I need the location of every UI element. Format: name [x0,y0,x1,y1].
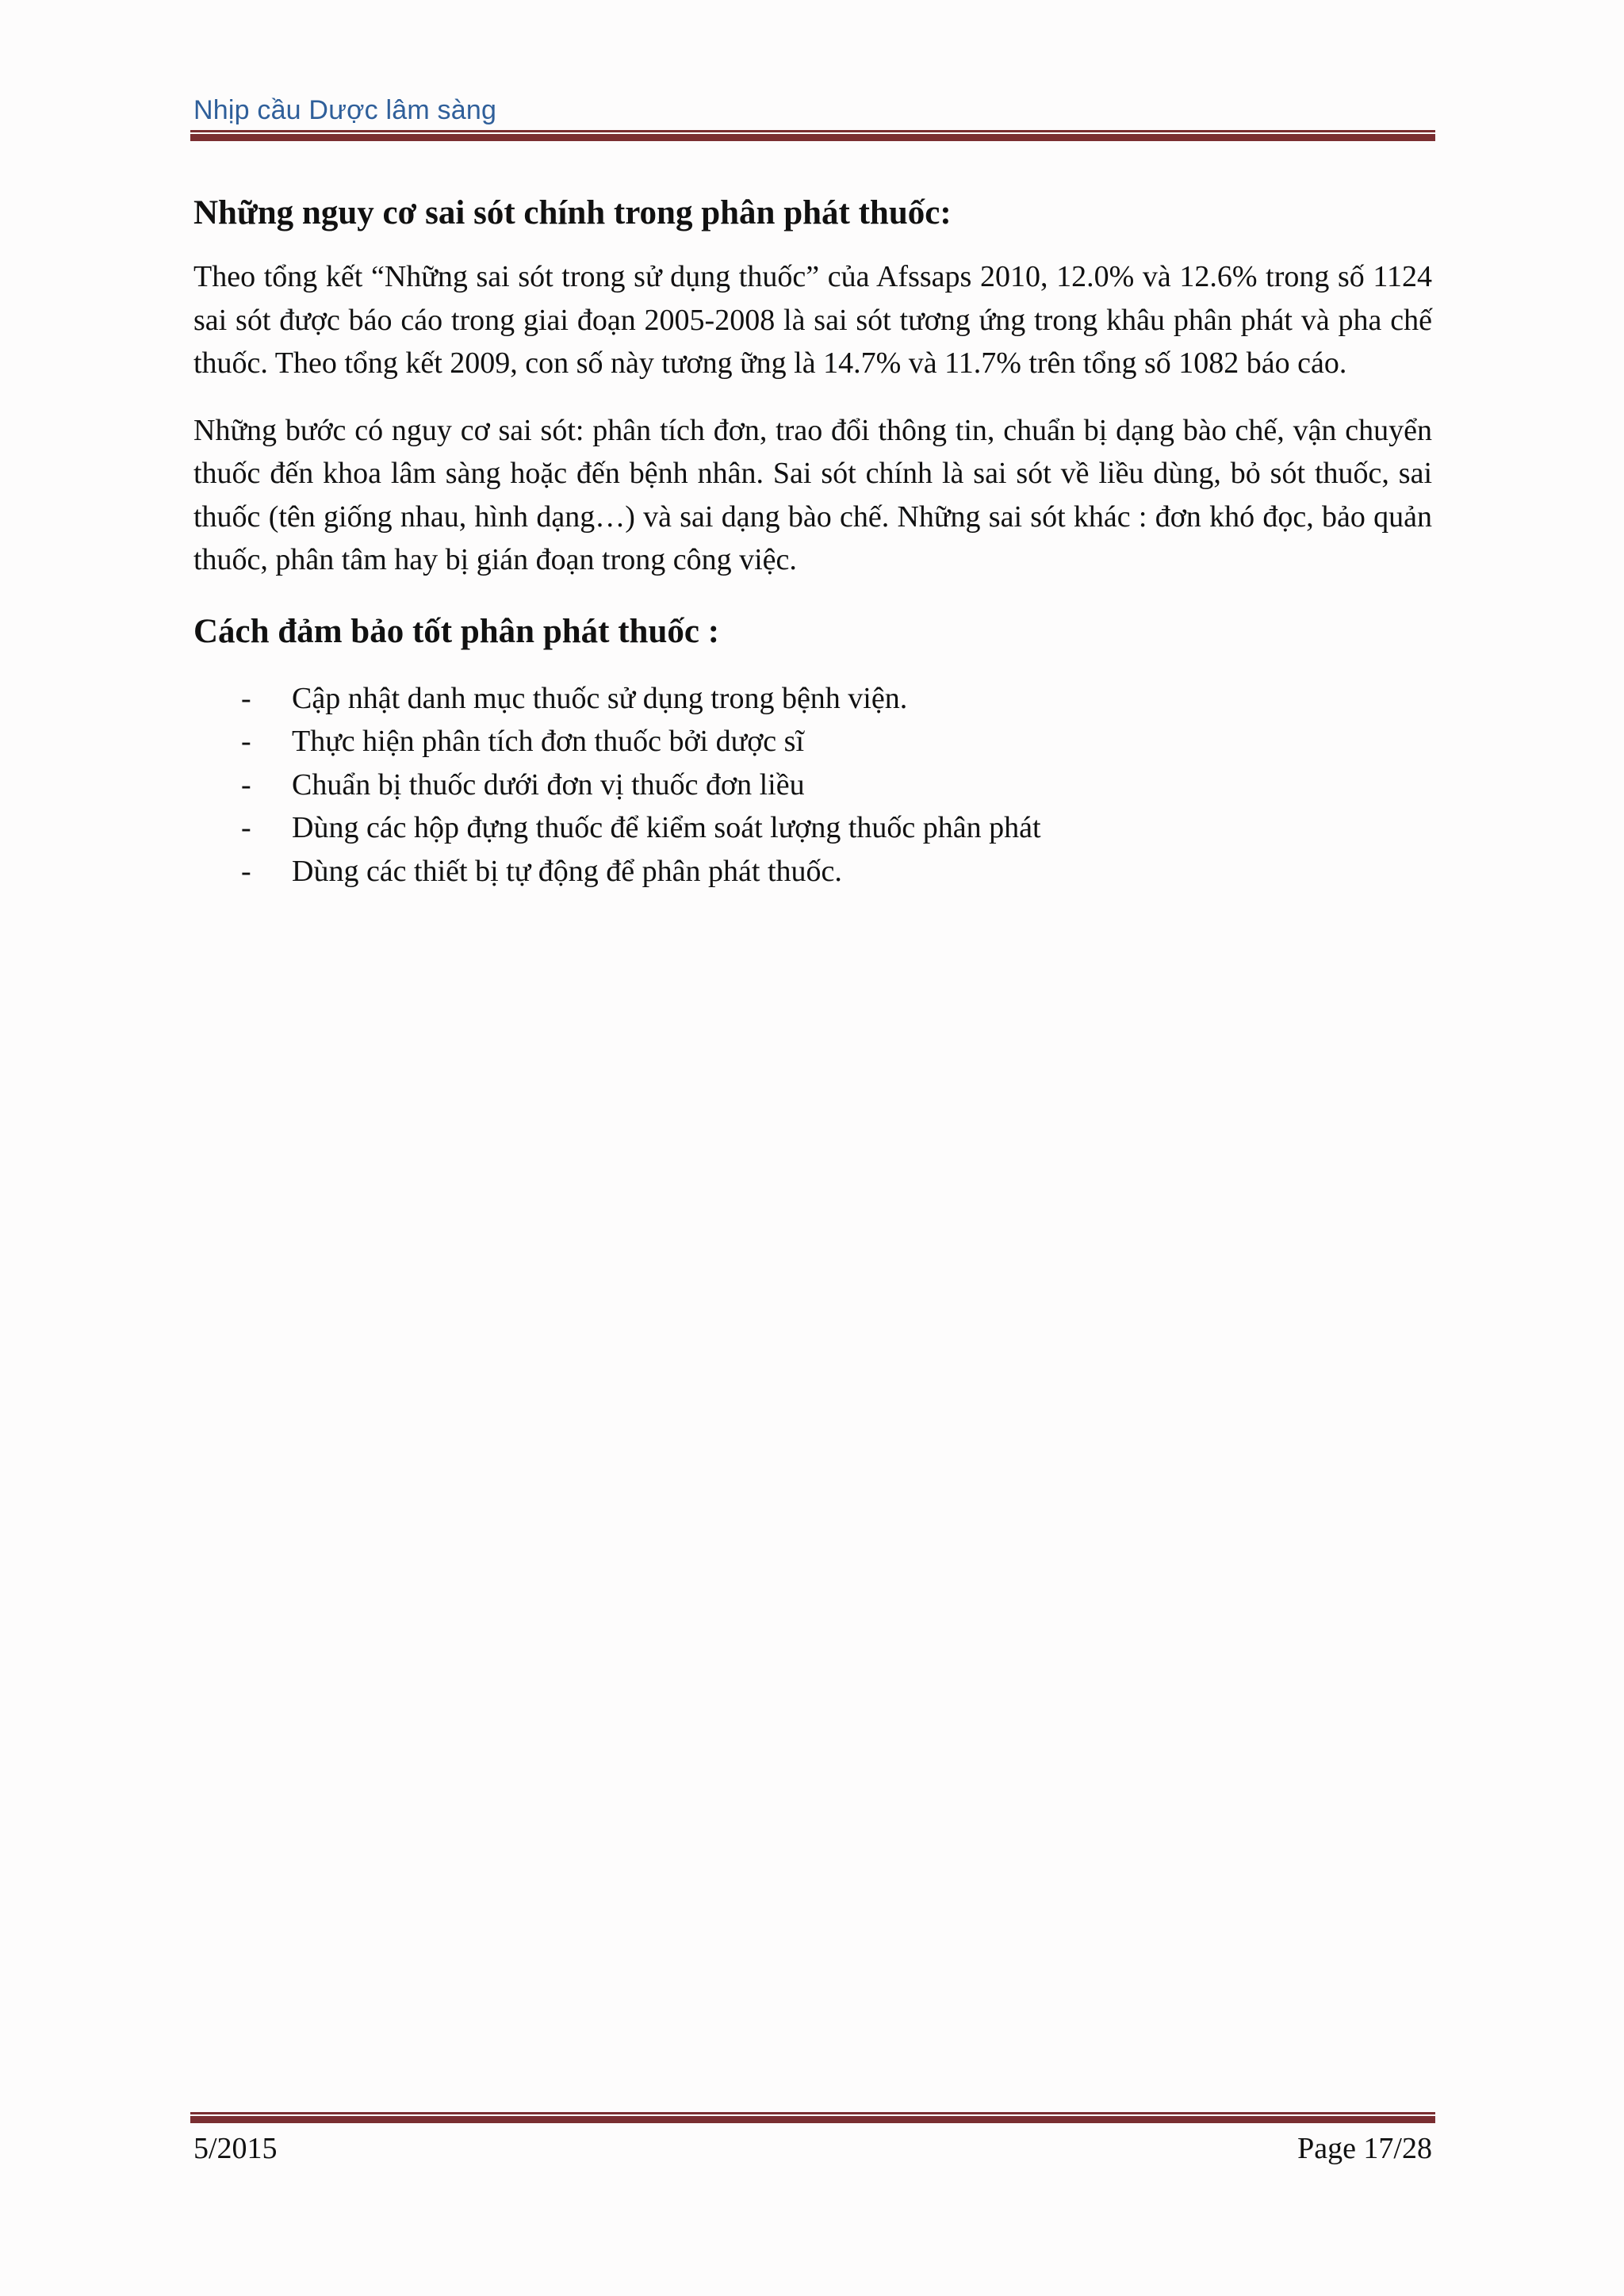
header-rule [190,130,1435,141]
list-item-text: Cập nhật danh mục thuốc sử dụng trong bệnh viện. [292,681,908,715]
dash-bullet: - [241,811,251,844]
footer-date: 5/2015 [193,2132,278,2165]
paragraph-risk-steps: Những bước có nguy cơ sai sót: phân tích đơn, trao đổi thông tin, chuẩn bị dạng bào chế, vận chuyển thuốc đến khoa lâm sàng hoặc đến bệnh nhân. Sai sót chính là sai sót về liều dùng, bỏ sót thuốc, sai thuốc (tên giống nhau, hình dạng…) và sai dạng bào chế. Những sai sót khác : đơn khó đọc, bảo quản thuốc, phân tâm hay bị gián đoạn trong công việc. [193,413,1432,576]
dash-bullet: - [241,767,251,802]
footer-rule [190,2112,1435,2123]
section-heading-good-practice: Cách đảm bảo tốt phân phát thuốc : [193,612,720,650]
dash-bullet: - [241,854,251,888]
dash-bullet: - [241,681,251,715]
list-item-text: Thực hiện phân tích đơn thuốc bởi dược sĩ [292,725,805,758]
list-item-text: Dùng các hộp đựng thuốc để kiểm soát lượng thuốc phân phát [292,811,1041,844]
page-content [193,190,1432,893]
list-item [193,677,1432,721]
list-item [193,763,1432,807]
footer-page-number: Page 17/28 [1297,2132,1432,2165]
good-practice-list [193,677,1432,894]
paragraph-statistics: Theo tổng kết “Những sai sót trong sử dụng thuốc” của Afssaps 2010, 12.0% và 12.6% trong số 1124 sai sót được báo cáo trong giai đoạn 2005-2008 là sai sót tương ứng trong khâu phân phát và pha chế thuốc. Theo tổng kết 2009, con số này tương ững là 14.7% và 11.7% trên tổng số 1082 báo cáo. [193,260,1432,380]
section-heading-risks: Những nguy cơ sai sót chính trong phân phát thuốc: [193,194,952,232]
header-title: Nhịp cầu Dược lâm sàng [193,95,497,125]
list-item-text: Dùng các thiết bị tự động để phân phát thuốc. [292,854,842,888]
list-item-text: Chuẩn bị thuốc dưới đơn vị thuốc đơn liều [292,767,805,802]
dash-bullet: - [241,725,251,758]
list-item [193,720,1432,763]
list-item [193,806,1432,850]
list-item [193,850,1432,894]
